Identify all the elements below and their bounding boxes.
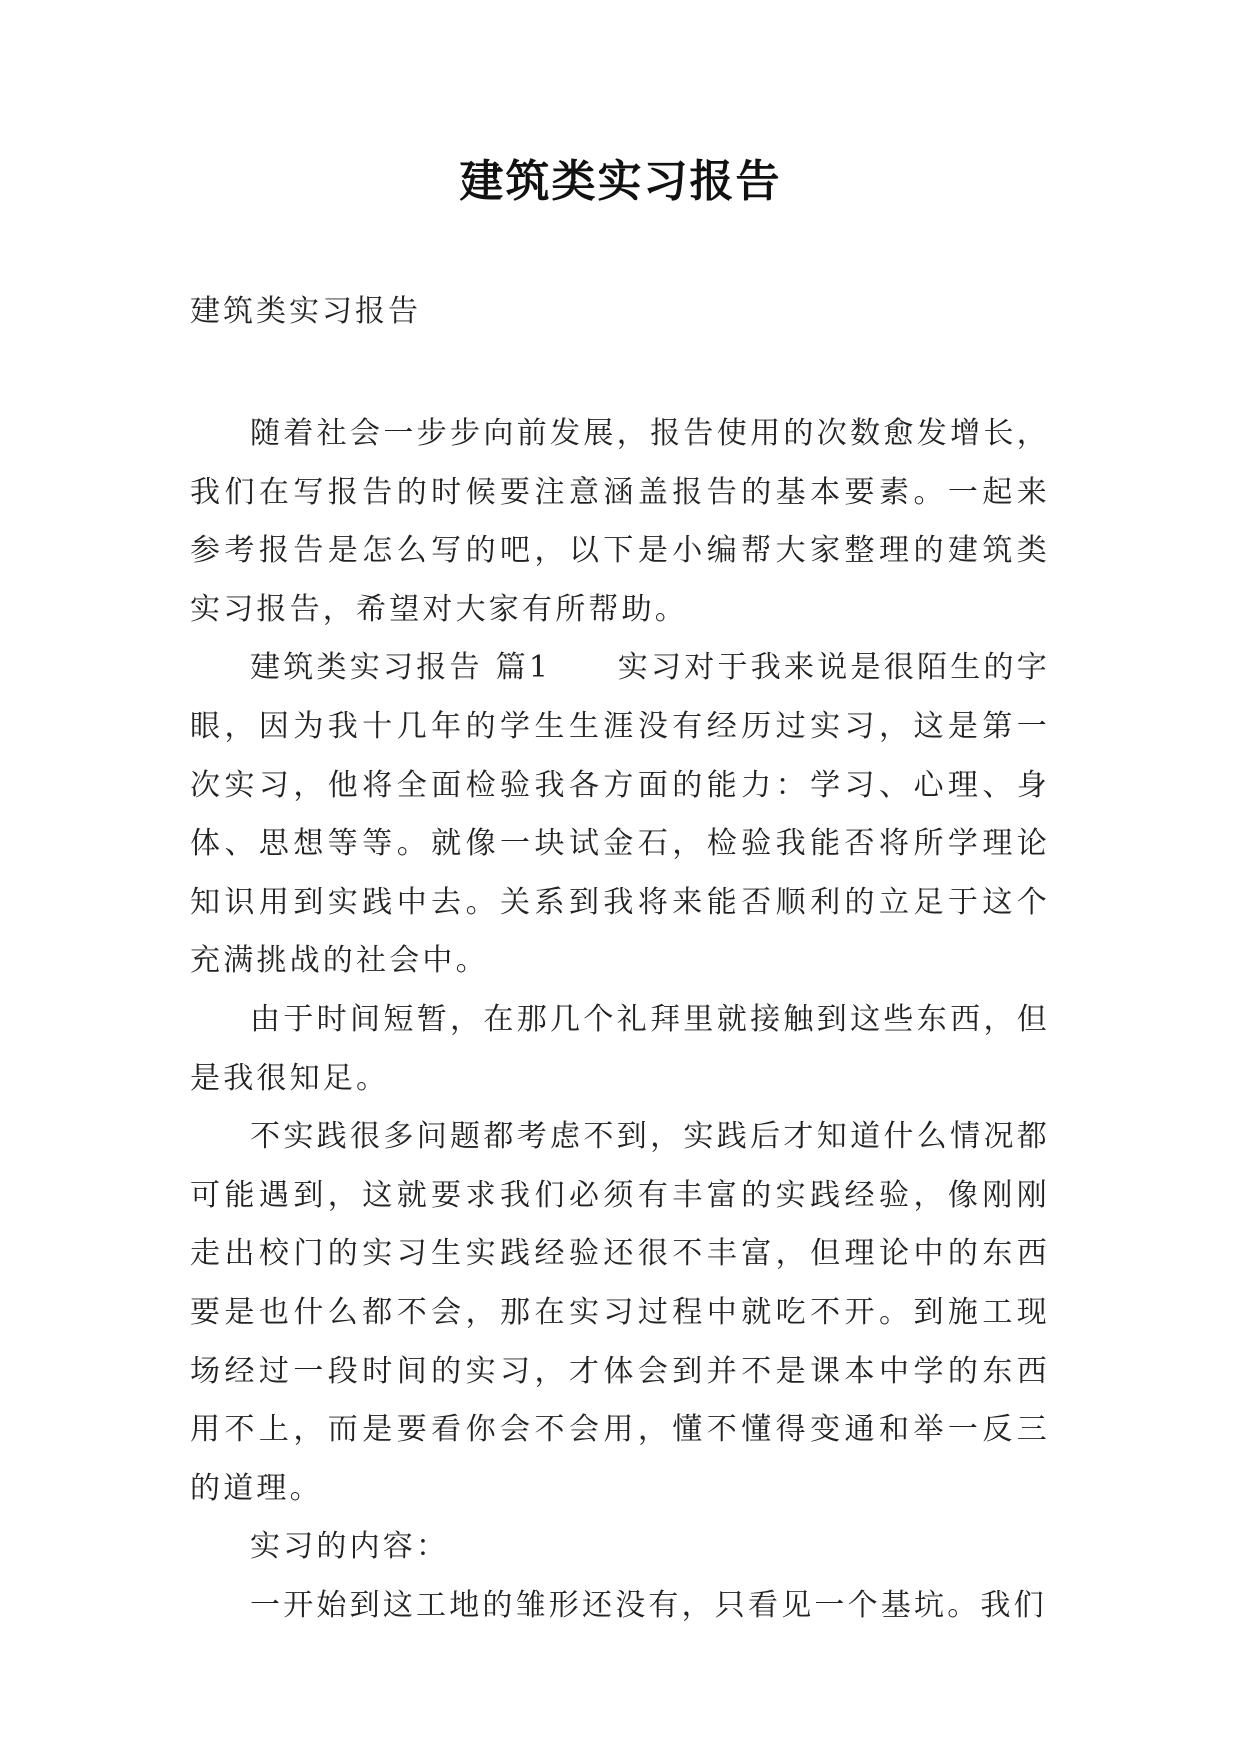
document-body bbox=[190, 405, 1050, 1635]
document-subtitle: 建筑类实习报告 bbox=[190, 294, 421, 329]
page-title: 建筑类实习报告 bbox=[459, 156, 782, 207]
paragraph: 由于时间短暂，在那几个礼拜里就接触到这些东西，但是我很知足。 bbox=[190, 1001, 1050, 1096]
paragraph: 随着社会一步步向前发展，报告使用的次数愈发增长，我们在写报告的时候要注意涵盖报告的基本要素。一起来参考报告是怎么写的吧，以下是小编帮大家整理的建筑类实习报告，希望对大家有所帮助。 bbox=[190, 416, 1050, 627]
paragraph: 实习的内容： bbox=[250, 1529, 450, 1565]
paragraph: 不实践很多问题都考虑不到，实践后才知道什么情况都可能遇到，这就要求我们必须有丰富的实践经验，像刚刚走出校门的实习生实践经验还很不丰富，但理论中的东西要是也什么都不会，那在实习过程中就吃不开。到施工现场经过一段时间的实习，才体会到并不是课本中学的东西用不上，而是要看你会不会用，懂不懂得变通和举一反三的道理。 bbox=[190, 1119, 1050, 1506]
paragraph: 一开始到这工地的雏形还没有，只看见一个基坑。我们 bbox=[250, 1587, 1047, 1623]
paragraph: 建筑类实习报告 篇1 实习对于我来说是很陌生的字眼，因为我十几年的学生生涯没有经历过实习，这是第一次实习，他将全面检验我各方面的能力：学习、心理、身体、思想等等。就像一块试金石，检验我能否将所学理论知识用到实践中去。关系到我将来能否顺利的立足于这个充满挑战的社会中。 bbox=[190, 650, 1050, 979]
